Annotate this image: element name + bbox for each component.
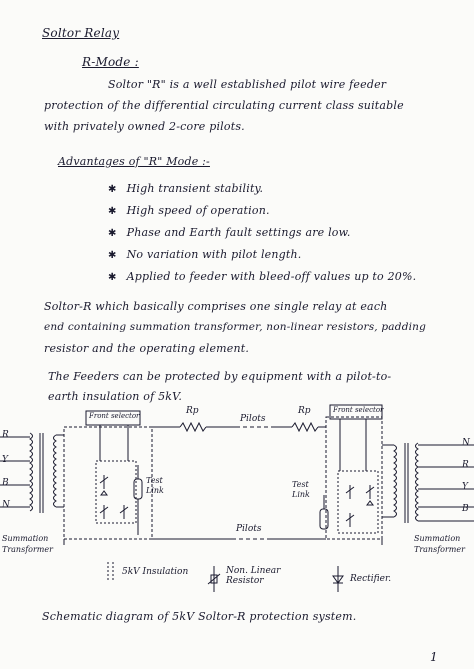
front-selector-right: Front selector xyxy=(333,406,384,414)
summation-right-line-2: Transformer xyxy=(414,545,465,554)
advantage-item: ✱ No variation with pilot length. xyxy=(108,248,302,261)
front-selector-left: Front selector xyxy=(89,412,140,420)
legend-rectifier: Rectifier. xyxy=(330,566,391,592)
legend-insulation: 5kV Insulation xyxy=(104,562,188,582)
summation-left-line-2: Transformer xyxy=(2,545,53,554)
rectifier-icon xyxy=(330,566,346,592)
intro-line-2: protection of the differential circulating current class suitable xyxy=(44,99,404,112)
bullet-icon: ✱ xyxy=(108,228,117,239)
rp-right-resistor xyxy=(292,423,318,431)
para2-line-1: Soltor-R which basically comprises one single relay at each xyxy=(44,300,388,313)
phase-label-right: R xyxy=(462,460,469,470)
phase-label-left: N xyxy=(2,500,10,510)
phase-label-right: B xyxy=(462,504,469,514)
phase-label-left: Y xyxy=(2,455,8,465)
bullet-icon: ✱ xyxy=(108,206,117,217)
summation-right-line-1: Summation xyxy=(414,534,461,543)
phase-label-right: N xyxy=(462,438,470,448)
bullet-icon: ✱ xyxy=(108,272,117,283)
intro-line-1: Soltor "R" is a well established pilot wire feeder xyxy=(108,78,387,91)
para3-line-1: The Feeders can be protected by equipment with a pilot-to- xyxy=(48,370,392,383)
intro-line-3: with privately owned 2-core pilots. xyxy=(44,120,245,133)
advantage-item: ✱ Phase and Earth fault settings are low. xyxy=(108,226,351,239)
bullet-icon: ✱ xyxy=(108,250,117,261)
insulation-symbol-icon xyxy=(104,562,118,582)
rp-right-label: Rp xyxy=(298,406,311,416)
advantage-item: ✱ High speed of operation. xyxy=(108,204,270,217)
advantages-heading: Advantages of "R" Mode :- xyxy=(58,155,210,168)
para3-line-2: earth insulation of 5kV. xyxy=(48,390,183,403)
phase-label-left: B xyxy=(2,478,9,488)
pilots-top-label: Pilots xyxy=(240,414,266,424)
rp-left-label: Rp xyxy=(186,406,199,416)
test-link-right: Test Link xyxy=(292,480,310,499)
pilots-bottom-label: Pilots xyxy=(236,524,262,534)
phase-label-left: R xyxy=(2,430,9,440)
para2-line-3: resistor and the operating element. xyxy=(44,342,250,355)
advantage-item: ✱ High transient stability. xyxy=(108,182,264,195)
rp-left-resistor xyxy=(180,423,206,431)
diagram-caption: Schematic diagram of 5kV Soltor-R protection system. xyxy=(42,610,357,623)
schematic-diagram xyxy=(0,395,474,595)
phase-label-right: Y xyxy=(462,482,468,492)
page-number: 1 xyxy=(430,650,438,664)
summation-left-line-1: Summation xyxy=(2,534,49,543)
para2-line-2: end containing summation transformer, non-linear resistors, padding xyxy=(44,321,427,333)
section-subtitle: R-Mode : xyxy=(82,55,139,69)
advantage-item: ✱ Applied to feeder with bleed-off values up to 20%. xyxy=(108,270,417,283)
test-link-left: Test Link xyxy=(146,476,164,495)
nonlinear-resistor-icon xyxy=(206,566,222,592)
bullet-icon: ✱ xyxy=(108,184,117,195)
page-title: Soltor Relay xyxy=(42,26,120,40)
legend-nonlinear: Non. Linear Resistor xyxy=(206,566,280,592)
